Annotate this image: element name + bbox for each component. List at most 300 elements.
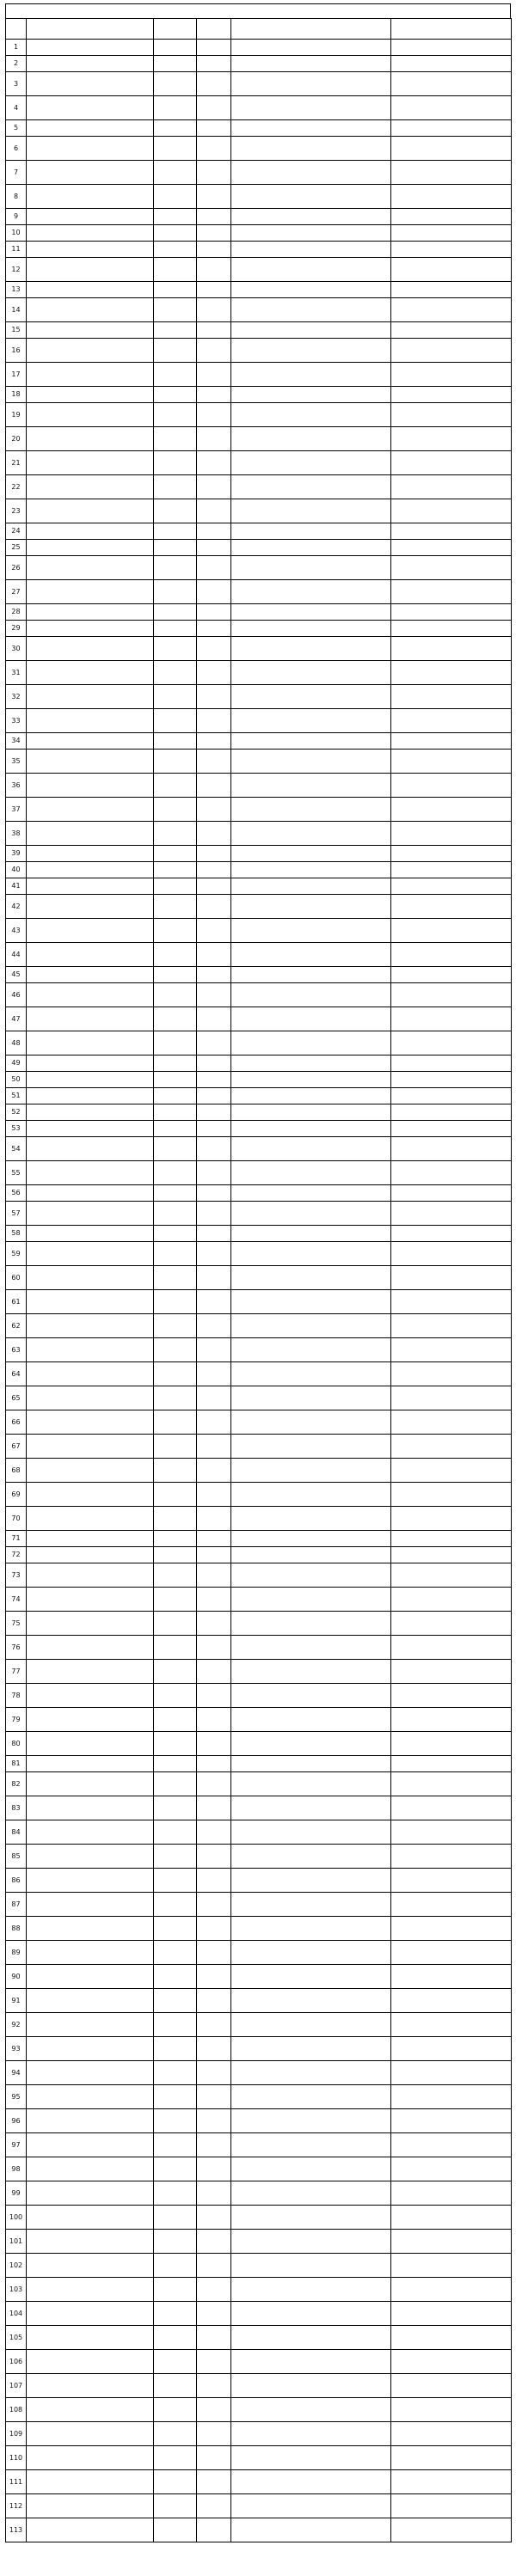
row-category — [391, 1941, 512, 1965]
row-category — [391, 161, 512, 185]
table-row — [6, 1563, 512, 1588]
table-row — [6, 1242, 512, 1266]
row-name — [154, 685, 197, 709]
table-row — [6, 363, 512, 387]
row-qualification — [197, 161, 231, 185]
row-unit — [27, 1007, 154, 1031]
row-category — [391, 1202, 512, 1226]
row-category — [391, 1732, 512, 1756]
row-specialty — [231, 1917, 391, 1941]
row-name — [154, 523, 197, 540]
table-row — [6, 1531, 512, 1547]
row-qualification — [197, 475, 231, 499]
table-row — [6, 2470, 512, 2494]
row-specialty — [231, 1161, 391, 1185]
table-row — [6, 451, 512, 475]
row-category — [391, 1989, 512, 2013]
row-qualification — [197, 2013, 231, 2037]
row-index: 70 — [6, 1507, 27, 1531]
row-name — [154, 1410, 197, 1435]
row-unit — [27, 1226, 154, 1242]
row-category — [391, 2326, 512, 2350]
row-unit — [27, 1588, 154, 1612]
row-specialty — [231, 1483, 391, 1507]
table-header-row — [6, 19, 512, 40]
row-unit — [27, 1636, 154, 1660]
row-specialty — [231, 1893, 391, 1917]
row-unit — [27, 1055, 154, 1072]
row-specialty — [231, 2061, 391, 2085]
row-name — [154, 258, 197, 282]
row-qualification — [197, 1202, 231, 1226]
row-specialty — [231, 427, 391, 451]
row-name — [154, 943, 197, 967]
row-name — [154, 2470, 197, 2494]
row-unit — [27, 661, 154, 685]
row-unit — [27, 499, 154, 523]
row-unit — [27, 2013, 154, 2037]
row-index: 65 — [6, 1386, 27, 1410]
row-category — [391, 282, 512, 298]
row-unit — [27, 556, 154, 580]
row-unit — [27, 798, 154, 822]
row-specialty — [231, 242, 391, 258]
row-category — [391, 1088, 512, 1104]
row-specialty — [231, 2254, 391, 2278]
row-specialty — [231, 1185, 391, 1202]
row-unit — [27, 822, 154, 846]
row-specialty — [231, 580, 391, 604]
row-unit — [27, 2374, 154, 2398]
row-name — [154, 709, 197, 733]
row-unit — [27, 1121, 154, 1137]
row-qualification — [197, 2302, 231, 2326]
row-unit — [27, 225, 154, 242]
row-qualification — [197, 1242, 231, 1266]
row-specialty — [231, 750, 391, 774]
table-row — [6, 40, 512, 56]
row-unit — [27, 709, 154, 733]
row-specialty — [231, 475, 391, 499]
row-specialty — [231, 556, 391, 580]
row-category — [391, 2422, 512, 2446]
row-unit — [27, 56, 154, 72]
row-unit — [27, 2157, 154, 2181]
row-specialty — [231, 387, 391, 403]
row-qualification — [197, 895, 231, 919]
table-row — [6, 983, 512, 1007]
row-index: 29 — [6, 621, 27, 637]
row-specialty — [231, 339, 391, 363]
table-row — [6, 403, 512, 427]
table-row — [6, 2422, 512, 2446]
row-index: 81 — [6, 1756, 27, 1772]
row-specialty — [231, 983, 391, 1007]
row-unit — [27, 1483, 154, 1507]
row-name — [154, 96, 197, 120]
row-name — [154, 1660, 197, 1684]
row-specialty — [231, 1435, 391, 1459]
table-row — [6, 798, 512, 822]
table-row — [6, 556, 512, 580]
row-index: 56 — [6, 1185, 27, 1202]
row-index: 73 — [6, 1563, 27, 1588]
row-unit — [27, 161, 154, 185]
row-qualification — [197, 661, 231, 685]
row-category — [391, 2085, 512, 2109]
row-unit — [27, 540, 154, 556]
table-row — [6, 1435, 512, 1459]
row-name — [154, 2302, 197, 2326]
row-category — [391, 983, 512, 1007]
row-qualification — [197, 1435, 231, 1459]
table-row — [6, 2013, 512, 2037]
row-unit — [27, 1338, 154, 1362]
row-specialty — [231, 2446, 391, 2470]
row-category — [391, 1684, 512, 1708]
row-index: 50 — [6, 1072, 27, 1088]
row-index: 75 — [6, 1612, 27, 1636]
row-specialty — [231, 1708, 391, 1732]
row-unit — [27, 2446, 154, 2470]
row-category — [391, 846, 512, 862]
row-name — [154, 2254, 197, 2278]
table-row — [6, 580, 512, 604]
row-unit — [27, 1563, 154, 1588]
row-index: 64 — [6, 1362, 27, 1386]
row-specialty — [231, 1772, 391, 1796]
row-unit — [27, 733, 154, 750]
row-category — [391, 1893, 512, 1917]
row-index: 34 — [6, 733, 27, 750]
row-unit — [27, 387, 154, 403]
row-category — [391, 1588, 512, 1612]
row-name — [154, 1708, 197, 1732]
row-index: 47 — [6, 1007, 27, 1031]
row-index: 18 — [6, 387, 27, 403]
row-specialty — [231, 1121, 391, 1137]
row-index: 44 — [6, 943, 27, 967]
row-unit — [27, 451, 154, 475]
table-row — [6, 1636, 512, 1660]
row-name — [154, 774, 197, 798]
row-unit — [27, 363, 154, 387]
row-index: 55 — [6, 1161, 27, 1185]
row-qualification — [197, 1121, 231, 1137]
row-index: 108 — [6, 2398, 27, 2422]
table-row — [6, 1507, 512, 1531]
row-category — [391, 387, 512, 403]
row-name — [154, 661, 197, 685]
row-specialty — [231, 2013, 391, 2037]
row-unit — [27, 1314, 154, 1338]
table-row — [6, 298, 512, 322]
row-qualification — [197, 120, 231, 137]
table-row — [6, 621, 512, 637]
row-unit — [27, 1708, 154, 1732]
table-row — [6, 2206, 512, 2230]
row-qualification — [197, 1756, 231, 1772]
row-name — [154, 1820, 197, 1845]
row-index: 45 — [6, 967, 27, 983]
table-row — [6, 1031, 512, 1055]
row-qualification — [197, 846, 231, 862]
row-name — [154, 2085, 197, 2109]
row-qualification — [197, 1772, 231, 1796]
row-name — [154, 540, 197, 556]
row-category — [391, 733, 512, 750]
row-qualification — [197, 1563, 231, 1588]
row-name — [154, 2518, 197, 2542]
table-row — [6, 339, 512, 363]
table-row — [6, 862, 512, 878]
header-specialty — [231, 19, 391, 40]
row-unit — [27, 943, 154, 967]
row-index: 83 — [6, 1796, 27, 1820]
row-index: 33 — [6, 709, 27, 733]
row-specialty — [231, 1226, 391, 1242]
row-index: 15 — [6, 322, 27, 339]
row-specialty — [231, 40, 391, 56]
row-qualification — [197, 1137, 231, 1161]
row-specialty — [231, 2206, 391, 2230]
row-unit — [27, 1989, 154, 2013]
row-qualification — [197, 56, 231, 72]
row-unit — [27, 2181, 154, 2206]
table-row — [6, 1772, 512, 1796]
row-category — [391, 1435, 512, 1459]
row-qualification — [197, 1708, 231, 1732]
row-qualification — [197, 709, 231, 733]
row-category — [391, 322, 512, 339]
row-qualification — [197, 774, 231, 798]
row-specialty — [231, 258, 391, 282]
row-qualification — [197, 2326, 231, 2350]
row-specialty — [231, 72, 391, 96]
row-name — [154, 499, 197, 523]
table-row — [6, 2302, 512, 2326]
table-row — [6, 1708, 512, 1732]
row-specialty — [231, 2350, 391, 2374]
table-row — [6, 322, 512, 339]
row-unit — [27, 1161, 154, 1185]
row-qualification — [197, 1660, 231, 1684]
row-name — [154, 1588, 197, 1612]
row-unit — [27, 2302, 154, 2326]
table-row — [6, 1483, 512, 1507]
row-qualification — [197, 427, 231, 451]
table-row — [6, 387, 512, 403]
row-unit — [27, 1941, 154, 1965]
row-specialty — [231, 1684, 391, 1708]
row-specialty — [231, 523, 391, 540]
row-index: 59 — [6, 1242, 27, 1266]
table-row — [6, 1588, 512, 1612]
row-index: 35 — [6, 750, 27, 774]
row-qualification — [197, 621, 231, 637]
row-unit — [27, 1088, 154, 1104]
table-row — [6, 1072, 512, 1088]
row-category — [391, 862, 512, 878]
row-qualification — [197, 523, 231, 540]
row-unit — [27, 2037, 154, 2061]
row-name — [154, 1266, 197, 1290]
row-category — [391, 1242, 512, 1266]
row-name — [154, 1845, 197, 1869]
row-category — [391, 878, 512, 895]
row-category — [391, 1459, 512, 1483]
row-name — [154, 298, 197, 322]
table-row — [6, 1137, 512, 1161]
row-index: 105 — [6, 2326, 27, 2350]
row-category — [391, 2446, 512, 2470]
row-unit — [27, 2085, 154, 2109]
row-index: 95 — [6, 2085, 27, 2109]
row-specialty — [231, 1612, 391, 1636]
row-qualification — [197, 1989, 231, 2013]
row-qualification — [197, 258, 231, 282]
row-name — [154, 475, 197, 499]
row-category — [391, 185, 512, 209]
row-index: 106 — [6, 2350, 27, 2374]
row-qualification — [197, 1684, 231, 1708]
row-name — [154, 983, 197, 1007]
row-unit — [27, 523, 154, 540]
row-name — [154, 750, 197, 774]
row-index: 10 — [6, 225, 27, 242]
table-row — [6, 2374, 512, 2398]
row-specialty — [231, 1459, 391, 1483]
row-index: 20 — [6, 427, 27, 451]
row-category — [391, 451, 512, 475]
row-category — [391, 72, 512, 96]
table-row — [6, 661, 512, 685]
row-category — [391, 2350, 512, 2374]
row-name — [154, 1202, 197, 1226]
table-row — [6, 427, 512, 451]
row-qualification — [197, 322, 231, 339]
row-name — [154, 2157, 197, 2181]
table-row — [6, 475, 512, 499]
row-category — [391, 2254, 512, 2278]
row-index: 62 — [6, 1314, 27, 1338]
row-name — [154, 2446, 197, 2470]
row-unit — [27, 604, 154, 621]
row-unit — [27, 185, 154, 209]
row-name — [154, 1893, 197, 1917]
row-specialty — [231, 2085, 391, 2109]
row-specialty — [231, 120, 391, 137]
table-row — [6, 919, 512, 943]
row-category — [391, 298, 512, 322]
row-qualification — [197, 2230, 231, 2254]
row-category — [391, 2518, 512, 2542]
row-index: 7 — [6, 161, 27, 185]
row-name — [154, 2061, 197, 2085]
row-specialty — [231, 1410, 391, 1435]
row-index: 91 — [6, 1989, 27, 2013]
row-name — [154, 556, 197, 580]
row-qualification — [197, 1226, 231, 1242]
row-index: 110 — [6, 2446, 27, 2470]
row-category — [391, 1007, 512, 1031]
row-unit — [27, 2109, 154, 2133]
row-category — [391, 56, 512, 72]
row-qualification — [197, 298, 231, 322]
row-specialty — [231, 161, 391, 185]
row-index: 85 — [6, 1845, 27, 1869]
table-row — [6, 750, 512, 774]
row-unit — [27, 2422, 154, 2446]
row-qualification — [197, 733, 231, 750]
row-index: 60 — [6, 1266, 27, 1290]
row-name — [154, 2206, 197, 2230]
row-qualification — [197, 1088, 231, 1104]
row-specialty — [231, 185, 391, 209]
row-unit — [27, 242, 154, 258]
row-qualification — [197, 943, 231, 967]
row-index: 92 — [6, 2013, 27, 2037]
row-name — [154, 895, 197, 919]
row-specialty — [231, 1531, 391, 1547]
row-name — [154, 2326, 197, 2350]
row-specialty — [231, 1869, 391, 1893]
row-qualification — [197, 403, 231, 427]
row-unit — [27, 878, 154, 895]
row-category — [391, 1386, 512, 1410]
row-index: 103 — [6, 2278, 27, 2302]
row-name — [154, 387, 197, 403]
row-category — [391, 685, 512, 709]
row-name — [154, 798, 197, 822]
row-category — [391, 943, 512, 967]
row-category — [391, 1338, 512, 1362]
row-index: 69 — [6, 1483, 27, 1507]
table-row — [6, 2133, 512, 2157]
row-index: 80 — [6, 1732, 27, 1756]
row-name — [154, 2374, 197, 2398]
row-qualification — [197, 225, 231, 242]
row-qualification — [197, 2350, 231, 2374]
row-specialty — [231, 1362, 391, 1386]
row-category — [391, 120, 512, 137]
table-row — [6, 943, 512, 967]
table-row — [6, 1547, 512, 1563]
row-name — [154, 2181, 197, 2206]
table-row — [6, 1612, 512, 1636]
table-row — [6, 1732, 512, 1756]
row-qualification — [197, 1031, 231, 1055]
row-category — [391, 1137, 512, 1161]
header-name — [154, 19, 197, 40]
row-index: 63 — [6, 1338, 27, 1362]
row-category — [391, 2206, 512, 2230]
table-row — [6, 2278, 512, 2302]
row-unit — [27, 580, 154, 604]
row-unit — [27, 1917, 154, 1941]
row-index: 113 — [6, 2518, 27, 2542]
row-qualification — [197, 1386, 231, 1410]
table-row — [6, 2037, 512, 2061]
row-unit — [27, 2494, 154, 2518]
row-unit — [27, 1684, 154, 1708]
row-qualification — [197, 387, 231, 403]
row-qualification — [197, 1507, 231, 1531]
row-name — [154, 1088, 197, 1104]
row-category — [391, 1483, 512, 1507]
table-row — [6, 1756, 512, 1772]
row-specialty — [231, 1989, 391, 2013]
